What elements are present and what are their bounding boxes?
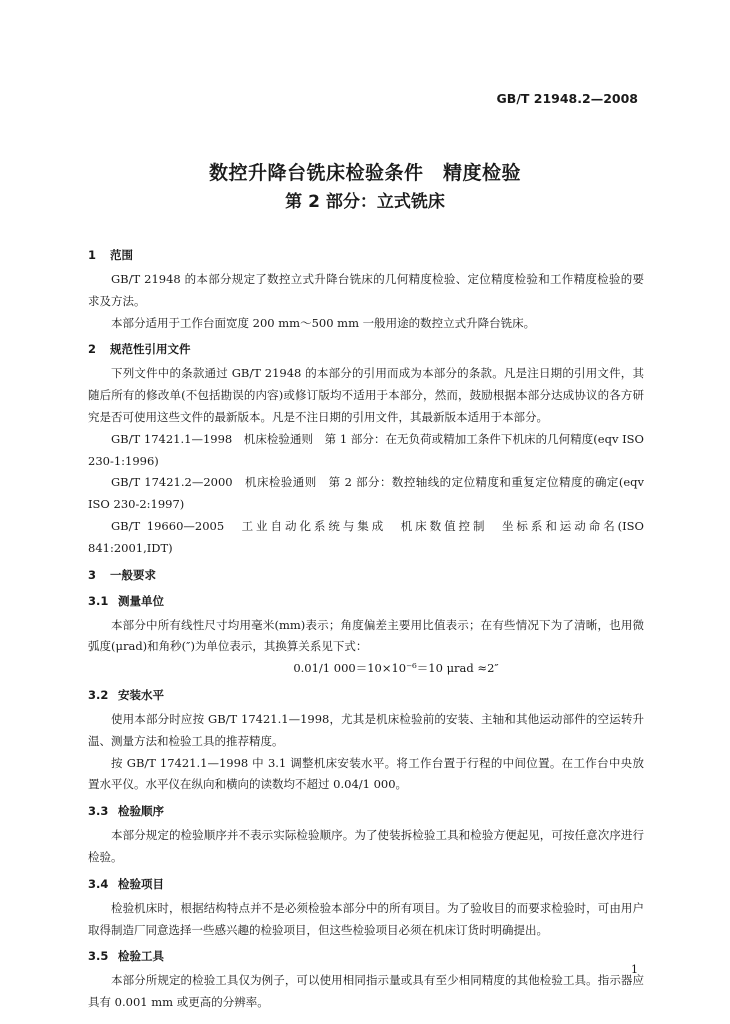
paragraph: GB/T 21948 的本部分规定了数控立式升降台铣床的几何精度检验、定位精度检验和工作精度检验的要求及方法。 [88,272,644,308]
standard-code: GB/T 21948.2—2008 [496,91,638,106]
section-title: 规范性引用文件 [110,342,191,357]
subsection-heading-3-5 [88,945,644,967]
subsection-heading-3-2 [88,684,644,706]
subsection-title: 测量单位 [118,593,164,608]
paragraph: 本部分规定的检验顺序并不表示实际检验顺序。为了使装拆检验工具和检验方便起见，可按任意次序进行检验。 [88,828,644,864]
reference-item: GB/T 17421.1—1998 机床检验通则 第 1 部分：在无负荷或精加工条件下机床的几何精度(eqv ISO 230-1:1996) [88,431,644,468]
subsection-title: 检验项目 [118,876,164,891]
subsection-number: 3.5 [88,949,109,964]
section-heading-1 [88,244,644,266]
paragraph: 检验机床时，根据结构特点并不是必须检验本部分中的所有项目。为了验收目的而要求检验时，可由用户取得制造厂同意选择一些感兴趣的检验项目，但这些检验项目必须在机床订货时明确提出。 [88,900,644,937]
paragraph: 下列文件中的条款通过 GB/T 21948 的本部分的引用而成为本部分的条款。凡是注日期的引用文件，其随后所有的修改单(不包括勘误的内容)或修订版均不适用于本部分，然而，鼓励根据本部分达成协议的各方研究是否可使用这些文件的最新版本。凡是不注日期的引用文件，其最新版本适用于本部分。 [88,366,644,424]
page-number: 1 [631,963,638,976]
subsection-number: 3.4 [88,876,109,891]
section-heading-3 [88,564,644,586]
subsection-heading-3-4 [88,873,644,895]
paragraph: 本部分所规定的检验工具仅为例子，可以使用相同指示量或具有至少相同精度的其他检验工具。指示器应具有 0.001 mm 或更高的分辨率。 [88,973,644,1010]
section-title: 范围 [110,248,133,262]
formula: 0.01/1 000＝10×10⁻⁶＝10 μrad ≈2″ [293,661,499,676]
reference-item: GB/T 17421.2—2000 机床检验通则 第 2 部分：数控轴线的定位精度和重复定位精度的确定(eqv ISO 230-2:1997) [88,475,644,512]
section-number: 3 [88,567,97,582]
document-title: 数控升降台铣床检验条件 精度检验 [208,162,521,184]
section-number: 2 [88,342,97,357]
subsection-number: 3.3 [88,804,109,819]
document-body [88,240,644,1014]
reference-item: GB/T 19660—2005 工业自动化系统与集成 机床数值控制 坐标系和运动命名(ISO 841:2001,IDT) [88,518,644,555]
section-title: 一般要求 [110,567,156,582]
subsection-title: 安装水平 [118,687,164,702]
section-number: 1 [88,248,97,262]
subsection-heading-3-1 [88,590,644,612]
subsection-title: 检验工具 [118,949,164,964]
subsection-title: 检验顺序 [118,804,164,819]
paragraph: 本部分适用于工作台面宽度 200 mm～500 mm 一般用途的数控立式升降台铣床。 [111,315,536,330]
paragraph: 本部分中所有线性尺寸均用毫米(mm)表示；角度偏差主要用比值表示；在有些情况下为了清晰，也用微弧度(μrad)和角秒(″)为单位表示，其换算关系见下式： [88,617,644,654]
paragraph: 使用本部分时应按 GB/T 17421.1—1998，尤其是机床检验前的安装、主轴和其他运动部件的空运转升温、测量方法和检验工具的推荐精度。 [88,711,644,748]
subsection-number: 3.2 [88,687,109,702]
subsection-number: 3.1 [88,593,109,608]
document-subtitle: 第 2 部分：立式铣床 [285,192,445,212]
subsection-heading-3-3 [88,800,644,822]
section-heading-2 [88,338,644,360]
paragraph: 按 GB/T 17421.1—1998 中 3.1 调整机床安装水平。将工作台置于行程的中间位置。在工作台中央放置水平仪。水平仪在纵向和横向的读数均不超过 0.04/1 000。 [88,755,644,792]
